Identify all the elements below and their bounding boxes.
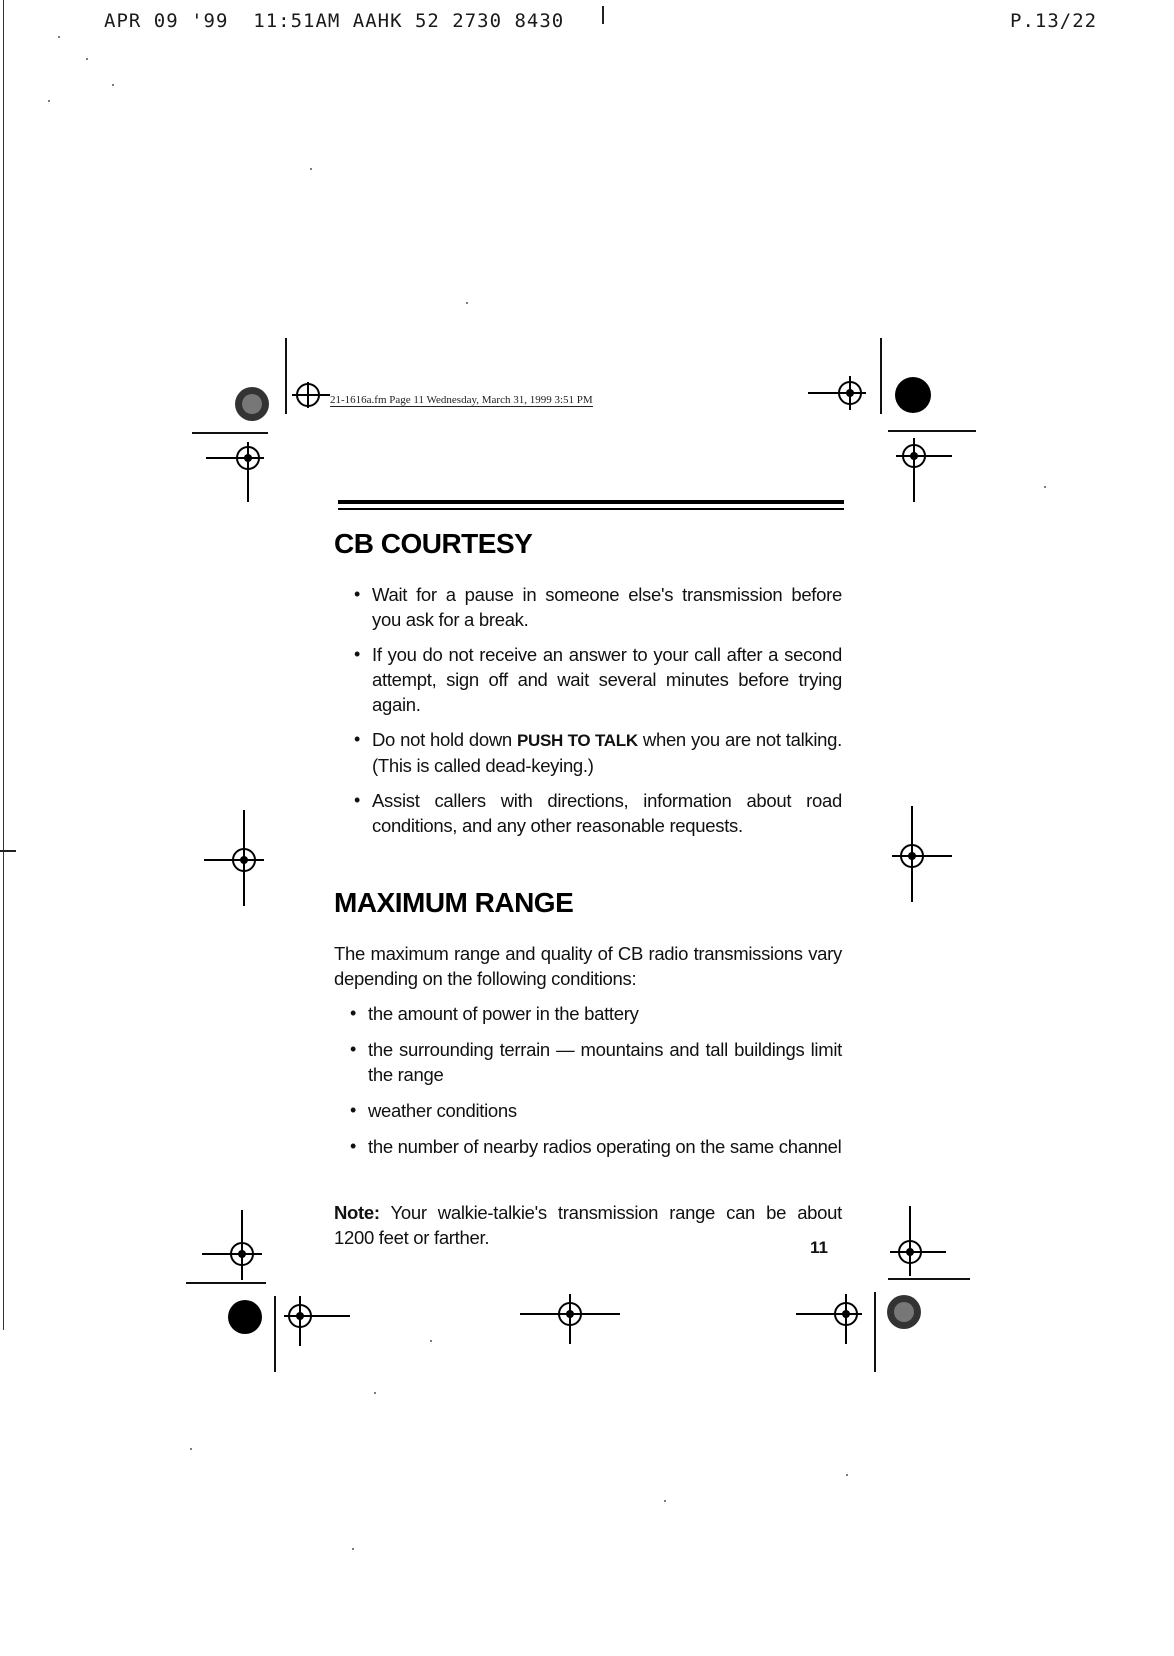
list-item: • the amount of power in the battery [334,1001,842,1026]
scan-speck [352,1548,354,1550]
registration-dot-shaded-icon [884,1292,924,1332]
section-rule-thin [338,508,844,510]
scan-speck [48,100,50,102]
section-rule-thick [338,500,844,504]
cb-courtesy-heading: CB COURTESY [334,528,533,559]
list-item-dead-keying [334,727,842,778]
list-item: • weather conditions [334,1098,842,1123]
crosshair-target-icon [206,440,266,504]
registration-dot-shaded-icon [232,384,272,424]
scan-speck [430,1340,432,1342]
page-left-edge [3,0,4,1330]
crosshair-target-icon [520,1290,620,1346]
scan-speck [846,1474,848,1476]
crop-line [285,338,287,414]
scan-speck [86,58,88,60]
scan-speck [190,1448,192,1450]
crosshair-target-icon [282,1292,352,1348]
note-label: Note: [334,1202,380,1223]
scan-speck [310,168,312,170]
maximum-range-intro: The maximum range and quality of CB radio transmissions vary depending on the following conditions: [334,943,842,989]
scan-speck [1044,486,1046,488]
maximum-range-list [334,1001,842,1170]
crosshair-target-icon [808,376,868,410]
crosshair-target-icon [896,438,956,504]
registration-dot-solid-icon [894,376,932,414]
crosshair-target-icon [290,380,330,410]
scan-speck [664,1500,666,1502]
crop-line [880,338,882,414]
scan-speck [112,84,114,86]
note-text: Your walkie-talkie's transmission range can be about 1200 feet or farther. [334,1202,842,1248]
crop-line [888,1278,970,1280]
fax-header-tick [602,6,604,24]
fax-header-info: APR 09 '99 11:51AM AAHK 52 2730 8430 [104,10,565,32]
crosshair-target-icon [796,1290,866,1346]
fax-page-counter: P.13/22 [1010,10,1098,32]
list-item: • If you do not receive an answer to your call after a second attempt, sign off and wait several minutes before trying again. [334,642,842,717]
cb-courtesy-list [334,582,842,848]
dead-key-text-post: when you are not talking. (This is called dead-keying.) [372,729,842,776]
crop-line [874,1292,876,1372]
dead-key-text-pre: Do not hold down [372,729,517,750]
scan-speck [374,1392,376,1394]
list-item: • Wait for a pause in someone else's transmission before you ask for a break. [334,582,842,632]
list-item: • the number of nearby radios operating on the same channel [334,1134,842,1159]
push-to-talk-label: PUSH TO TALK [516,731,638,750]
page-left-tick [0,850,16,852]
crop-line [192,432,268,434]
crosshair-target-icon [892,806,956,906]
scan-speck [466,302,468,304]
list-item: • the surrounding terrain — mountains and tall buildings limit the range [334,1037,842,1087]
crop-line [186,1282,266,1284]
maximum-range-heading: MAXIMUM RANGE [334,887,574,918]
list-item: • Assist callers with directions, information about road conditions, and any other reasonable requests. [334,788,842,838]
framemaker-file-info: 21-1616a.fm Page 11 Wednesday, March 31, 1999 3:51 PM [330,394,593,406]
crop-line [274,1296,276,1372]
crosshair-target-icon [888,1206,948,1276]
crosshair-target-icon [204,810,268,910]
page-number: 11 [810,1238,828,1257]
crosshair-target-icon [202,1210,266,1280]
scan-speck [58,36,60,38]
registration-dot-solid-icon [226,1298,264,1336]
crop-line [888,430,976,432]
range-note [334,1200,842,1250]
